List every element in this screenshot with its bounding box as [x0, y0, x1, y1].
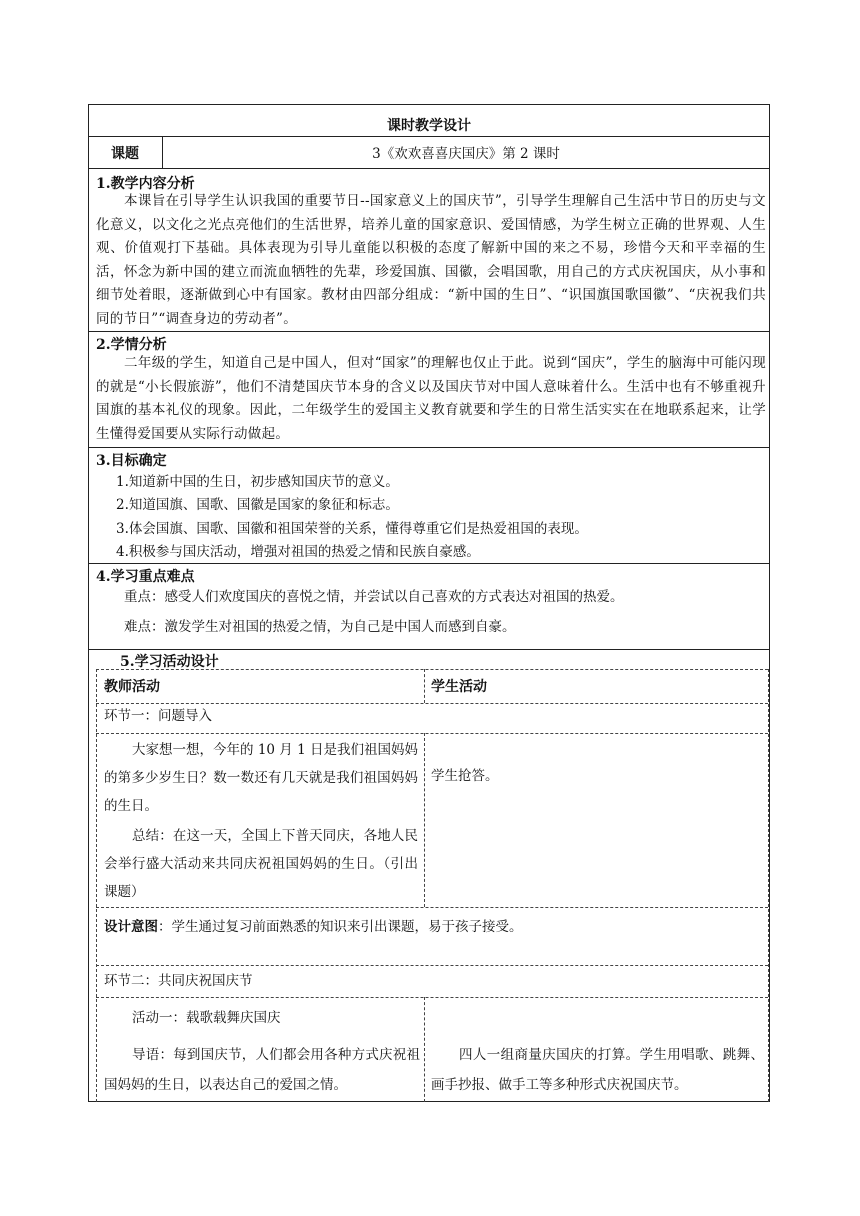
- key-point: 重点：感受人们欢度国庆的喜悦之情，并尝试以自己喜欢的方式表达对祖国的热爱。: [124, 589, 624, 605]
- activity-title: 活动一：载歌载舞庆国庆: [132, 1010, 281, 1026]
- guide-text: 导语：每到国庆节，人们都会用各种方式庆祝祖国妈妈的生日，以表达自己的爱国之情。: [104, 1047, 420, 1093]
- student-activity-text: 学生抢答。: [431, 768, 499, 784]
- dashed-divider: [424, 733, 425, 907]
- teacher-summary-text: 总结：在这一天，全国上下普天同庆，各地人民会举行盛大活动来共同庆祝祖国妈妈的生日。（引出课题）: [104, 828, 418, 900]
- goal-item: 2.知道国旗、国歌、国徽是国家的象征和标志。: [116, 497, 399, 513]
- column-header-student: 学生活动: [431, 679, 487, 695]
- dashed-divider: [96, 965, 768, 966]
- divider: [88, 649, 770, 650]
- divider: [88, 563, 770, 564]
- dashed-divider: [424, 997, 425, 1102]
- design-intent-text: ：学生通过复习前面熟悉的知识来引出课题，易于孩子接受。: [158, 919, 523, 935]
- dashed-divider: [96, 907, 768, 908]
- content-analysis-text: 本课旨在引导学生认识我国的重要节日--国家意义上的国庆节”，引导学生理解自己生活中节日的历史与文化意义，以文化之光点亮他们的生活世界，培养儿童的国家意识、爱国情感，为学生树立正确的世界观、人生观、价值观打下基础。具体表现为引导儿童能以积极的态度了解新中国的来之不易，珍惜今天和平幸福的生活，怀念为新中国的建立而流血牺牲的先辈，珍爱国旗、国徽，会唱国歌，用自己的方式庆祝国庆，从小事和细节处着眼，逐渐做到心中有国家。教材由四部分组成：“新中国的生日”、“识国旗国歌国徽”、“庆祝我们共同的节日”“调查身边的劳动者”。: [96, 193, 766, 327]
- design-intent-label: 设计意图: [104, 919, 158, 935]
- goal-item: 3.体会国旗、国歌、国徽和祖国荣誉的关系，懂得尊重它们是热爱祖国的表现。: [116, 521, 588, 537]
- divider: [88, 447, 770, 448]
- dashed-divider: [96, 669, 97, 1102]
- dashed-divider: [96, 997, 768, 998]
- topic-label: 课题: [111, 146, 139, 162]
- student-analysis-text: 二年级的学生，知道自己是中国人，但对“国家”的理解也仅止于此。说到“国庆”，学生的脑海中可能闪现的就是“小长假旅游”，他们不清楚国庆节本身的含义以及国庆节对中国人意味着什么。生活中也有不够重视升国旗的基本礼仪的现象。因此，二年级学生的爱国主义教育就要和学生的日常生活实实在在地联系起来，让学生懂得爱国要从实际行动做起。: [96, 355, 766, 442]
- section-heading-content-analysis: 1.教学内容分析: [96, 176, 195, 192]
- student-activity-text: 四人一组商量庆国庆的打算。学生用唱歌、跳舞、画手抄报、做手工等多种形式庆祝国庆节。: [431, 1047, 764, 1093]
- dashed-divider: [424, 669, 425, 703]
- section-heading-key-points: 4.学习重点难点: [96, 569, 195, 585]
- dashed-divider: [768, 669, 769, 1102]
- stage-label: 环节一：问题导入: [104, 708, 212, 724]
- column-header-teacher: 教师活动: [104, 679, 160, 695]
- goal-item: 4.积极参与国庆活动，增强对祖国的热爱之情和民族自豪感。: [116, 544, 480, 560]
- dashed-divider: [96, 669, 768, 670]
- page-title: 课时教学设计: [387, 118, 471, 134]
- divider: [88, 168, 770, 169]
- section-heading-activities: 5.学习活动设计: [120, 654, 219, 670]
- divider: [88, 331, 770, 332]
- design-intent: [104, 916, 523, 938]
- teacher-activity-text: 大家想一想，今年的 10 月 1 日是我们祖国妈妈的第多少岁生日？数一数还有几天就是我们祖国妈妈的生日。: [104, 742, 418, 814]
- dashed-divider: [96, 703, 768, 704]
- stage-label: 环节二：共同庆祝国庆节: [104, 973, 253, 989]
- section-heading-student-analysis: 2.学情分析: [96, 337, 167, 353]
- section-heading-goals: 3.目标确定: [96, 453, 167, 469]
- dashed-divider: [96, 733, 768, 734]
- topic-value: 3《欢欢喜喜庆国庆》第 2 课时: [372, 146, 560, 162]
- difficulty-point: 难点：激发学生对祖国的热爱之情，为自己是中国人而感到自豪。: [124, 619, 516, 635]
- goal-item: 1.知道新中国的生日，初步感知国庆节的意义。: [116, 474, 399, 490]
